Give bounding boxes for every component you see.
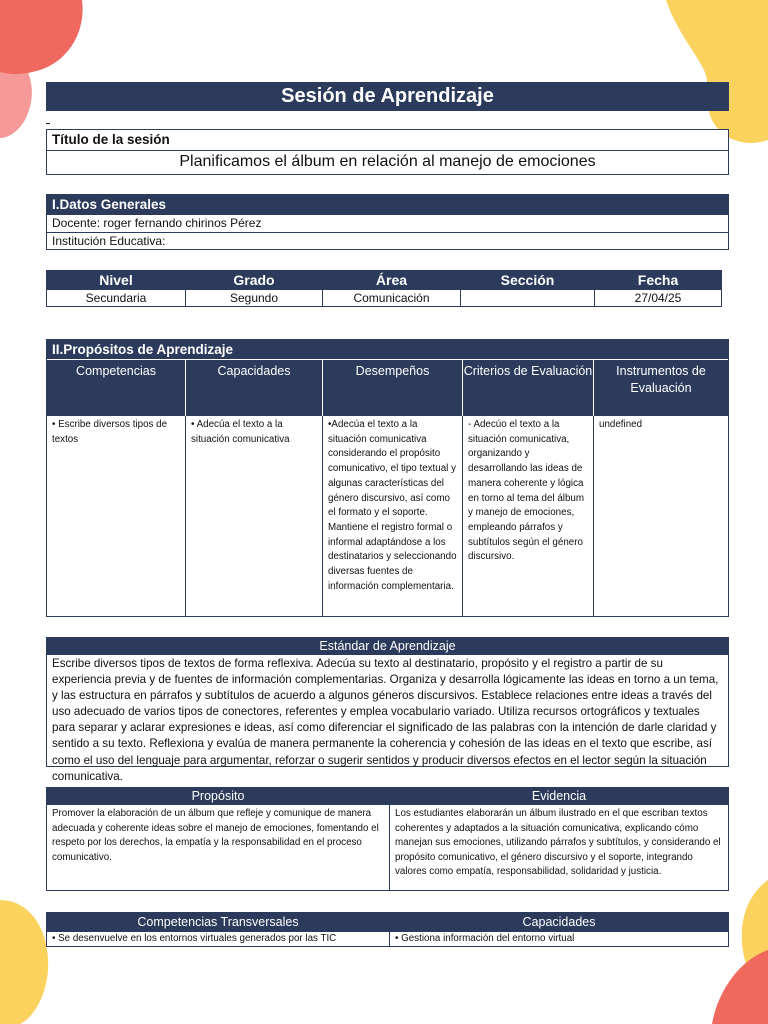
cell-competencias: • Escribe diversos tipos de textos	[47, 416, 186, 617]
area-value: Comunicación	[323, 290, 461, 307]
header-area: Área	[323, 271, 461, 290]
teacher-field: Docente: roger fernando chirinos Pérez	[47, 214, 728, 232]
level-table	[46, 270, 722, 307]
learning-standard-section	[46, 637, 729, 783]
seccion-value	[461, 290, 595, 307]
purpose-header: Propósito	[47, 788, 389, 805]
header-seccion: Sección	[461, 271, 595, 290]
cell-capacidades: • Adecúa el texto a la situación comunicativa	[186, 416, 323, 617]
learning-purposes-header: II.Propósitos de Aprendizaje	[47, 340, 728, 359]
session-title-label: Título de la sesión	[47, 130, 728, 151]
evidence-text: Los estudiantes elaborarán un álbum ilustrado en el que escriban textos coherentes y adaptados a la situación comunicativa, explicando cómo manejan sus emociones, utilizando párrafos y subtítulos, y considerando el propósito comunicativo, el género discursivo y el soporte, integrando valores como empatía, responsabilidad, solidaridad y justicia.	[395, 808, 721, 877]
purpose-column	[47, 788, 390, 890]
evidence-column	[390, 788, 728, 890]
general-data-section	[46, 194, 729, 250]
session-title-box	[46, 129, 729, 175]
col-capacidades: Capacidades	[186, 359, 323, 416]
transversal-capacities-text: • Gestiona información del entorno virtual	[395, 933, 575, 944]
purpose-evidence-section	[46, 787, 729, 891]
level-table-row	[47, 290, 722, 307]
decorative-blob-bottom-left	[0, 890, 60, 1024]
purpose-text: Promover la elaboración de un álbum que refleje y comunique de manera adecuada y coherente ideas sobre el manejo de emociones, fomentando el respeto por los derechos, la empatía y la responsabilidad en el proceso comunicativo.	[52, 808, 379, 863]
grado-value: Segundo	[186, 290, 323, 307]
title-underline-mark	[46, 123, 50, 124]
transversal-competencies-text: • Se desenvuelve en los entornos virtuales generados por las TIC	[52, 933, 337, 944]
fecha-value: 27/04/25	[595, 290, 722, 307]
decorative-blob-bottom-right	[700, 880, 768, 1024]
learning-standard-header: Estándar de Aprendizaje	[47, 638, 728, 655]
transversal-competencies-column	[47, 913, 390, 946]
cell-desempenos: •Adecúa el texto a la situación comunicativa considerando el propósito comunicativo, el tipo textual y algunas características del género discursivo, así como el formato y el soporte. Mantiene el registro formal o informal adaptándose a los destinatarios y seleccionando diversas fuentes de información complementaria.	[323, 416, 463, 617]
session-title-value: Planificamos el álbum en relación al manejo de emociones	[179, 153, 596, 170]
decorative-blob-top-left	[0, 0, 90, 140]
nivel-value: Secundaria	[47, 290, 186, 307]
transversal-competencies-section	[46, 912, 729, 947]
learning-purposes-column-headers	[47, 359, 728, 416]
transversal-competencies-header: Competencias Transversales	[47, 913, 389, 932]
institution-field: Institución Educativa:	[47, 232, 728, 250]
cell-instrumentos: undefined	[599, 419, 643, 430]
learning-purposes-section	[46, 339, 729, 617]
col-competencias: Competencias	[47, 359, 186, 416]
transversal-capacities-column	[390, 913, 728, 946]
col-desempenos: Desempeños	[323, 359, 463, 416]
col-instrumentos: Instrumentos de Evaluación	[594, 359, 728, 416]
transversal-capacities-header: Capacidades	[390, 913, 728, 932]
page-title: Sesión de Aprendizaje	[46, 82, 729, 111]
header-nivel: Nivel	[47, 271, 186, 290]
header-fecha: Fecha	[595, 271, 722, 290]
evidence-header: Evidencia	[390, 788, 728, 805]
col-criterios: Criterios de Evaluación	[463, 359, 594, 416]
learning-standard-text: Escribe diversos tipos de textos de forma reflexiva. Adecúa su texto al destinatario, propósito y el registro a partir de su experiencia previa y de fuentes de información complementarias. Organiza y desarrolla lógicamente las ideas en torno a un tema, y las estructura en párrafos y subtítulos de acuerdo a algunos géneros discursivos. Establece relaciones entre ideas a través del uso adecuado de varios tipos de conectores, referentes y emplea vocabulario variado. Utiliza recursos ortográficos y textuales para separar y aclarar expresiones e ideas, así como diferenciar el significado de las palabras con la intención de darle claridad y sentido a su texto. Reflexiona y evalúa de manera permanente la coherencia y cohesión de las ideas en el texto que escribe, así como el uso del lenguaje para argumentar, reforzar o sugerir sentidos y producir diversos efectos en el lector según la situación comunicativa.	[52, 657, 719, 783]
learning-purposes-row	[47, 416, 728, 617]
level-table-header-row	[47, 271, 722, 290]
general-data-header: I.Datos Generales	[47, 195, 728, 214]
cell-criterios: - Adecúo el texto a la situación comunicativa, organizando y desarrollando las ideas de manera coherente y lógica en torno al tema del álbum y manejo de emociones, empleando párrafos y subtítulos según el género discursivo.	[463, 416, 594, 617]
decorative-blob-top-right	[666, 0, 768, 150]
header-grado: Grado	[186, 271, 323, 290]
